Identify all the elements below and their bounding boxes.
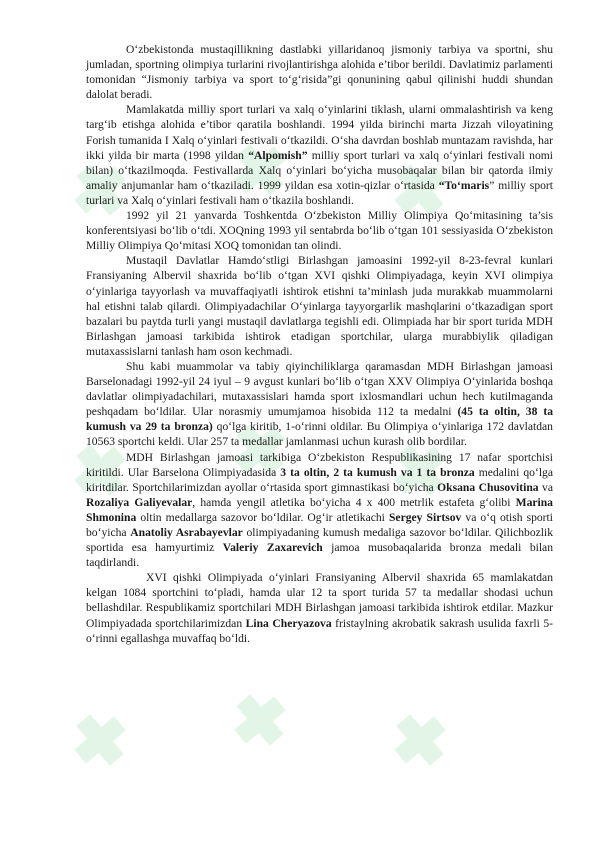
bold-text: Anatoliy Asrabayevlar [130,526,243,539]
text-run: olimpiyadaning kumush medaliga sazovor bo‘ldilar. Qilichbozlik sportida esa hamyurtimiz [86,526,553,555]
text-run: jamoa musobaqalarida bronza medali bilan taqdirlandi. [86,541,554,570]
text-run: , hamda yengil atletika bo‘yicha 4 x 400 metrlik estafeta g‘olibi [192,495,516,509]
text-run: oltin medallarga sazovor bo‘ldilar. Og‘ir atletikachi [136,510,389,524]
bold-text: Rozaliya Galiyevalar [86,495,193,509]
bold-text: Marina Shmonina [86,495,553,524]
paragraph [86,253,553,359]
text-run: Shu kabi muammolar va tabiy qiyinchiliklarga qaramasdan MDH Birlashgan jamoasi Barselonadagi 1992-yil 24 iyul – 9 avgust kunlari bo‘lib o‘tgan XXV Olimpiya O‘yinlarida boshqa davlatlar olimpiyadachilari, mutaxassislari hamda sport ixlosmandlari uchun hech kutilmaganda peshqadam bo‘ldilar. Ular norasmiy umumjamoa hisobida 112 ta medalni [86,359,553,419]
text-run: 1992 yil 21 yanvarda Toshkentda O‘zbekiston Milliy Olimpiya Qo‘mitasining ta’sis konferentsiyasi bo‘lib o‘tdi. XOQning 1993 yil sentabrda bo‘lib o‘tgan 101 sessiyasida O‘zbekiston Milliy Olimpiya Qo‘mitasi XOQ tomonidan tan olindi. [86,209,553,253]
paragraph [86,450,553,571]
bold-text: 3 ta oltin, 2 ta kumush va 1 ta bronza [280,465,475,479]
paragraph [86,570,553,645]
watermark-shape [63,703,136,776]
text-run: qo‘lga kiritib, 1-o‘rinni oldilar. Bu Olimpiya o‘yinlariga 172 davlatdan 10563 sportchi keldi. Ular 257 ta medallar jamlanmasi uchun kurash olib bordilar. [86,420,553,449]
paragraph [86,208,553,253]
watermark-shape [223,683,296,756]
text-run: fristaylning akrobatik sakrash usulida faxrli 5-o‘rinni egallashga muvaffaq bo‘ldi. [86,616,554,645]
paragraph [86,42,553,102]
document-body [86,42,553,646]
text-run: XVI qishki Olimpiyada o‘yinlari Fransiyaning Albervil shaxrida 65 mamlakatdan kelgan 1084 sportchini to‘pladi, hamda ular 12 ta sport turida 57 ta medallar shodasi uchun bellashdilar. Respublikamiz sportchilari MDH Birlashgan jamoasi tarkibida ishtirok etdilar. Mazkur Olimpiyadada sportchilarimizdan [86,571,553,630]
text-run: milliy sport turlari va xalq o‘yinlari festivali nomi bilan) o‘tkazilmoqda. Festivallarda Xalq o‘yinlari bo‘yicha musobaqalar bilan bir qatorda ilmiy amaliy anjumanlar ham o‘tkaziladi. 1999 yildan esa xotin-qizlar o‘rtasida [86,148,554,192]
text-run: va [538,480,553,494]
text-run: Mamlakatda milliy sport turlari va xalq o‘yinlarini tiklash, ularni ommalashtirish va keng targ‘ib etishga alohida e’tibor qaratila boshlandi. 1994 yilda birinchi marta Jizzah viloyatining Forish tumanida I Xalq o‘yinlari festivali o‘tkazildi. O‘sha davrdan boshlab muntazam ravishda, har ikki yilda bir marta (1998 yildan [86,103,553,162]
bold-text: Sergey Sirtsov [388,510,462,524]
bold-text: “To‘maris [438,178,490,192]
text-run: va o‘q otish sporti bo‘yicha [86,510,553,539]
text-run: Mustaqil Davlatlar Hamdo‘stligi Birlashgan jamoasini 1992-yil 8-23-fevral kunlari Fransiyaning Albervil shaxrida bo‘lib o‘tgan XVI qishki Olimpiyadaga, keyin XVI olimpiya o‘yinlariga tayyorlash va muvaffaqiyatli ishtirok etishni ta’minlash juda murakkab muammolarni hal etishni talab qilardi. Olimpiyadachilar O‘yinlarga tayyorgarlik mashqlarini o‘tkazadigan sport bazalari bu paytda turli yangi mustaqil davlatlarga tegishli edi. Olimpiada har bir sport turida MDH Birlashgan jamoasi tarkibida ishtirok etadigan sportchilar, ularga murabbiylik qiladigan mutaxassislarni tanlash ham oson kechmadi. [86,254,553,358]
bold-text: Lina Cheryazova [245,616,332,630]
text-run: ” milliy sport turlari va Xalq o‘yinlari festivali ham o‘tkazila boshlandi. [86,178,553,207]
bold-text: Oksana Chusovitina [437,480,539,494]
bold-text: Valeriy Zaxarevich [222,541,323,555]
bold-text: “Alpomish” [248,148,308,162]
text-run: medalini qo‘lga kiritdilar. Sportchilarimizdan ayollar o‘rtasida sport gimnastikasi bo‘yicha [86,465,553,494]
text-run: O‘zbekistonda mustaqillikning dastlabki yillaridanoq jismoniy tarbiya va sportni, shu jumladan, sportning olimpiya turlarini rivojlantirishga alohida e’tibor berildi. Davlatimiz parlamenti tomonidan “Jismoniy tarbiya va sport to‘g‘risida”gi qonunining qabul qilinishi huddi shundan dalolat beradi. [86,43,553,102]
text-run: MDH Birlashgan jamoasi tarkibiga O‘zbekiston Respublikasining 17 nafar sportchisi kiritildi. Ular Barselona Olimpiyadasida [86,450,553,479]
watermark-shape [383,703,456,776]
bold-text: (45 ta oltin, 38 ta kumush va 29 ta bronza) [86,405,553,434]
paragraph [86,102,553,208]
paragraph [86,359,553,450]
